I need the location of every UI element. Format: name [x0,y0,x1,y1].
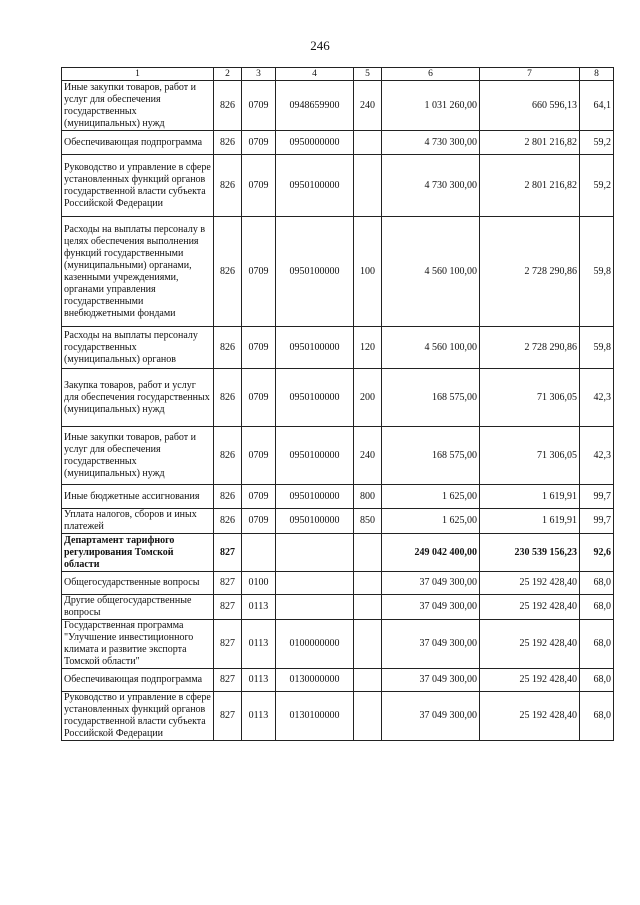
actual-amount-cell: 25 192 428,40 [480,620,580,669]
table-row [62,509,614,534]
row-name-cell: Департамент тарифного регулирования Томской области [62,534,214,572]
grbs-code-cell: 826 [214,485,242,509]
target-article-cell: 0950100000 [276,485,354,509]
grbs-code-cell: 827 [214,534,242,572]
target-article-cell: 0950100000 [276,327,354,369]
table-row [62,155,614,217]
planned-amount-cell: 37 049 300,00 [382,692,480,741]
planned-amount-cell: 37 049 300,00 [382,572,480,595]
table-row [62,327,614,369]
grbs-code-cell: 827 [214,595,242,620]
row-name-cell: Закупка товаров, работ и услуг для обеспечения государственных (муниципальных) нужд [62,369,214,427]
column-header: 7 [480,68,580,81]
grbs-code-cell: 826 [214,217,242,327]
expense-type-cell: 200 [354,369,382,427]
table-row [62,131,614,155]
percent-cell: 68,0 [580,669,614,692]
actual-amount-cell: 25 192 428,40 [480,669,580,692]
column-header: 8 [580,68,614,81]
table-row [62,669,614,692]
percent-cell: 59,8 [580,327,614,369]
target-article-cell: 0950100000 [276,369,354,427]
planned-amount-cell: 37 049 300,00 [382,595,480,620]
target-article-cell [276,572,354,595]
page-number: 246 [310,38,330,53]
section-code-cell: 0709 [242,427,276,485]
actual-amount-cell: 230 539 156,23 [480,534,580,572]
row-name-cell: Расходы на выплаты персоналу в целях обеспечения выполнения функций государственными (муниципальными) органами, казенными учреждениями, органами управления государственными внебюджетными фондами [62,217,214,327]
section-code-cell: 0709 [242,217,276,327]
grbs-code-cell: 826 [214,427,242,485]
target-article-cell: 0950100000 [276,509,354,534]
table-row [62,217,614,327]
actual-amount-cell: 25 192 428,40 [480,595,580,620]
expense-type-cell [354,669,382,692]
expense-type-cell: 850 [354,509,382,534]
column-number-row [62,68,614,81]
expense-type-cell [354,620,382,669]
table-row [62,81,614,131]
actual-amount-cell: 2 728 290,86 [480,217,580,327]
grbs-code-cell: 827 [214,692,242,741]
target-article-cell: 0950000000 [276,131,354,155]
planned-amount-cell: 37 049 300,00 [382,620,480,669]
actual-amount-cell: 2 801 216,82 [480,131,580,155]
row-name-cell: Иные закупки товаров, работ и услуг для обеспечения государственных (муниципальных) нужд [62,81,214,131]
section-code-cell: 0113 [242,620,276,669]
row-name-cell: Руководство и управление в сфере установленных функций органов государственной власти субъекта Российской Федерации [62,692,214,741]
percent-cell: 92,6 [580,534,614,572]
expense-type-cell: 240 [354,427,382,485]
row-name-cell: Общегосударственные вопросы [62,572,214,595]
table-row [62,692,614,741]
planned-amount-cell: 249 042 400,00 [382,534,480,572]
table-row [62,427,614,485]
row-name-cell: Иные закупки товаров, работ и услуг для обеспечения государственных (муниципальных) нужд [62,427,214,485]
target-article-cell: 0130100000 [276,692,354,741]
row-name-cell: Руководство и управление в сфере установленных функций органов государственной власти субъекта Российской Федерации [62,155,214,217]
target-article-cell [276,595,354,620]
expense-type-cell [354,572,382,595]
expense-type-cell [354,155,382,217]
table-row [62,595,614,620]
target-article-cell: 0950100000 [276,155,354,217]
column-header: 6 [382,68,480,81]
target-article-cell: 0950100000 [276,217,354,327]
target-article-cell [276,534,354,572]
table-row [62,369,614,427]
planned-amount-cell: 37 049 300,00 [382,669,480,692]
section-code-cell: 0709 [242,155,276,217]
percent-cell: 42,3 [580,369,614,427]
actual-amount-cell: 1 619,91 [480,509,580,534]
percent-cell: 68,0 [580,620,614,669]
grbs-code-cell: 826 [214,155,242,217]
row-name-cell: Иные бюджетные ассигнования [62,485,214,509]
percent-cell: 99,7 [580,485,614,509]
row-name-cell: Государственная программа "Улучшение инвестиционного климата и развитие экспорта Томской области" [62,620,214,669]
actual-amount-cell: 25 192 428,40 [480,572,580,595]
section-code-cell: 0113 [242,692,276,741]
actual-amount-cell: 2 728 290,86 [480,327,580,369]
column-header: 2 [214,68,242,81]
grbs-code-cell: 826 [214,369,242,427]
expense-type-cell: 240 [354,81,382,131]
actual-amount-cell: 25 192 428,40 [480,692,580,741]
grbs-code-cell: 826 [214,131,242,155]
table-row [62,572,614,595]
grbs-code-cell: 826 [214,327,242,369]
column-header: 4 [276,68,354,81]
table-row [62,485,614,509]
percent-cell: 64,1 [580,81,614,131]
percent-cell: 68,0 [580,595,614,620]
section-code-cell: 0709 [242,485,276,509]
expense-type-cell [354,534,382,572]
grbs-code-cell: 827 [214,572,242,595]
column-header: 5 [354,68,382,81]
percent-cell: 59,2 [580,131,614,155]
row-name-cell: Расходы на выплаты персоналу государственных (муниципальных) органов [62,327,214,369]
table-row [62,534,614,572]
percent-cell: 59,8 [580,217,614,327]
target-article-cell: 0100000000 [276,620,354,669]
expense-type-cell: 100 [354,217,382,327]
expense-type-cell [354,595,382,620]
section-code-cell: 0100 [242,572,276,595]
expense-type-cell [354,131,382,155]
section-code-cell: 0709 [242,81,276,131]
expense-type-cell [354,692,382,741]
section-code-cell: 0709 [242,131,276,155]
expense-type-cell: 800 [354,485,382,509]
section-code-cell [242,534,276,572]
percent-cell: 68,0 [580,572,614,595]
target-article-cell: 0948659900 [276,81,354,131]
planned-amount-cell: 1 625,00 [382,485,480,509]
percent-cell: 42,3 [580,427,614,485]
planned-amount-cell: 4 560 100,00 [382,327,480,369]
section-code-cell: 0709 [242,327,276,369]
column-header: 1 [62,68,214,81]
budget-table [61,67,614,741]
actual-amount-cell: 1 619,91 [480,485,580,509]
planned-amount-cell: 4 730 300,00 [382,131,480,155]
section-code-cell: 0113 [242,595,276,620]
expense-type-cell: 120 [354,327,382,369]
grbs-code-cell: 826 [214,81,242,131]
target-article-cell: 0130000000 [276,669,354,692]
target-article-cell: 0950100000 [276,427,354,485]
actual-amount-cell: 71 306,05 [480,369,580,427]
actual-amount-cell: 2 801 216,82 [480,155,580,217]
table-row [62,620,614,669]
grbs-code-cell: 827 [214,669,242,692]
column-header: 3 [242,68,276,81]
row-name-cell: Обеспечивающая подпрограмма [62,669,214,692]
planned-amount-cell: 168 575,00 [382,369,480,427]
grbs-code-cell: 827 [214,620,242,669]
planned-amount-cell: 1 031 260,00 [382,81,480,131]
percent-cell: 59,2 [580,155,614,217]
actual-amount-cell: 660 596,13 [480,81,580,131]
row-name-cell: Обеспечивающая подпрограмма [62,131,214,155]
section-code-cell: 0709 [242,509,276,534]
percent-cell: 68,0 [580,692,614,741]
section-code-cell: 0113 [242,669,276,692]
row-name-cell: Другие общегосударственные вопросы [62,595,214,620]
planned-amount-cell: 1 625,00 [382,509,480,534]
planned-amount-cell: 4 560 100,00 [382,217,480,327]
grbs-code-cell: 826 [214,509,242,534]
section-code-cell: 0709 [242,369,276,427]
actual-amount-cell: 71 306,05 [480,427,580,485]
planned-amount-cell: 168 575,00 [382,427,480,485]
row-name-cell: Уплата налогов, сборов и иных платежей [62,509,214,534]
planned-amount-cell: 4 730 300,00 [382,155,480,217]
percent-cell: 99,7 [580,509,614,534]
